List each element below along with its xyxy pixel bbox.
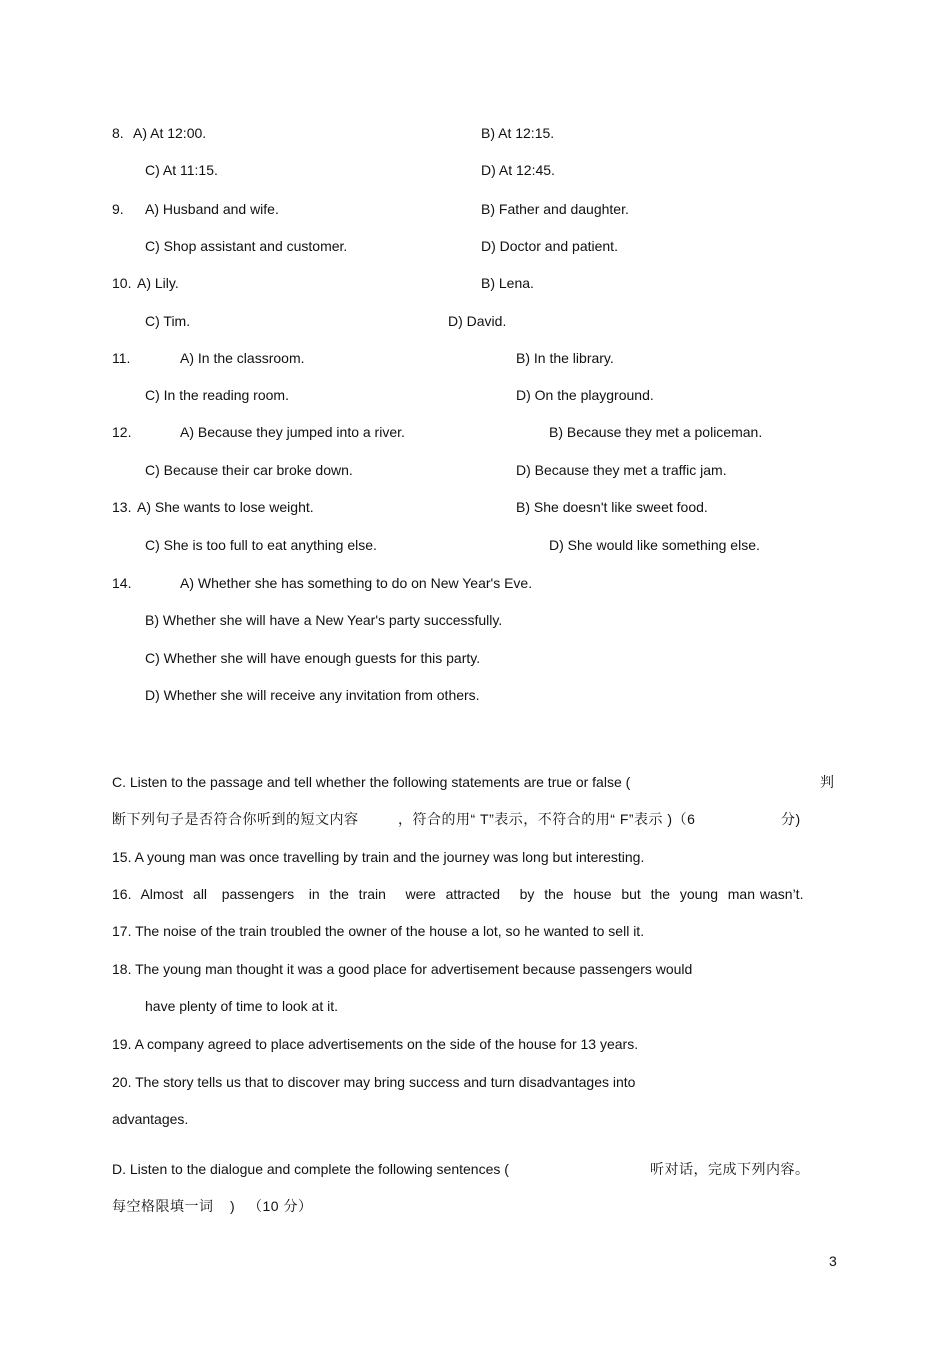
q14-number: 14. bbox=[112, 575, 132, 591]
q10-option-d: D) David. bbox=[448, 313, 507, 329]
q14-option-c: C) Whether she will have enough guests for this party. bbox=[145, 650, 481, 666]
q12-option-a: A) Because they jumped into a river. bbox=[180, 424, 405, 440]
q9-option-b: B) Father and daughter. bbox=[481, 201, 629, 217]
section-c-instruction-cn-end: 判 bbox=[820, 774, 835, 790]
statement-20: 20. The story tells us that to discover may bring success and turn disadvantages into bbox=[112, 1074, 636, 1090]
q11-option-c: C) In the reading room. bbox=[145, 387, 289, 403]
statement-19: 19. A company agreed to place advertisements on the side of the house for 13 years. bbox=[112, 1036, 639, 1052]
q9-option-d: D) Doctor and patient. bbox=[481, 238, 618, 254]
statement-17: 17. The noise of the train troubled the owner of the house a lot, so he wanted to sell it. bbox=[112, 923, 645, 939]
q13-number: 13. bbox=[112, 499, 132, 515]
section-c-score: 分) bbox=[781, 811, 801, 827]
q13-option-b: B) She doesn't like sweet food. bbox=[516, 499, 708, 515]
q10-option-a: A) Lily. bbox=[137, 275, 179, 291]
statement-15: 15. A young man was once travelling by train and the journey was long but interesting. bbox=[112, 849, 645, 865]
statement-20-cont: advantages. bbox=[112, 1111, 189, 1127]
q8-option-d: D) At 12:45. bbox=[481, 162, 555, 178]
section-d-instruction-cn: 听对话，完成下列内容。 bbox=[650, 1161, 810, 1177]
q10-option-b: B) Lena. bbox=[481, 275, 534, 291]
q14-option-a: A) Whether she has something to do on New Year's Eve. bbox=[180, 575, 533, 591]
section-c-instruction-cn: 断下列句子是否符合你听到的短文内容 bbox=[112, 811, 359, 827]
q9-number: 9. bbox=[112, 201, 124, 217]
q14-option-b: B) Whether she will have a New Year's party successfully. bbox=[145, 612, 503, 628]
q11-option-d: D) On the playground. bbox=[516, 387, 654, 403]
q12-number: 12. bbox=[112, 424, 132, 440]
q8-option-b: B) At 12:15. bbox=[481, 125, 555, 141]
q9-option-c: C) Shop assistant and customer. bbox=[145, 238, 348, 254]
q13-option-c: C) She is too full to eat anything else. bbox=[145, 537, 377, 553]
q10-option-c: C) Tim. bbox=[145, 313, 191, 329]
page-number: 3 bbox=[829, 1253, 837, 1269]
section-d-instruction-close: ) bbox=[230, 1198, 235, 1214]
q11-option-b: B) In the library. bbox=[516, 350, 614, 366]
statement-18: 18. The young man thought it was a good place for advertisement because passengers would bbox=[112, 961, 693, 977]
q12-option-b: B) Because they met a policeman. bbox=[549, 424, 763, 440]
q13-option-a: A) She wants to lose weight. bbox=[137, 499, 314, 515]
q11-option-a: A) In the classroom. bbox=[180, 350, 305, 366]
q8-option-c: C) At 11:15. bbox=[145, 162, 218, 178]
q8-number: 8. bbox=[112, 125, 124, 141]
section-c-instruction-cn2: ，符合的用“ T”表示，不符合的用“ F”表示 )（6 bbox=[398, 811, 696, 827]
statement-18-cont: have plenty of time to look at it. bbox=[145, 998, 338, 1014]
q12-option-d: D) Because they met a traffic jam. bbox=[516, 462, 727, 478]
q8-option-a: A) At 12:00. bbox=[133, 125, 207, 141]
q11-number: 11. bbox=[112, 350, 131, 366]
q9-option-a: A) Husband and wife. bbox=[145, 201, 279, 217]
q10-number: 10. bbox=[112, 275, 132, 291]
section-d-score: （10 分） bbox=[248, 1198, 313, 1214]
section-d-instruction: D. Listen to the dialogue and complete the following sentences ( bbox=[112, 1161, 509, 1177]
q13-option-d: D) She would like something else. bbox=[549, 537, 760, 553]
section-c-instruction: C. Listen to the passage and tell whether the following statements are true or false ( bbox=[112, 774, 631, 790]
q14-option-d: D) Whether she will receive any invitation from others. bbox=[145, 687, 480, 703]
statement-16: 16. Almost all passengers in the train were attracted by the house but the young man wasn’t. bbox=[112, 886, 804, 902]
section-d-instruction-cn2: 每空格限填一词 bbox=[112, 1198, 214, 1214]
q12-option-c: C) Because their car broke down. bbox=[145, 462, 353, 478]
